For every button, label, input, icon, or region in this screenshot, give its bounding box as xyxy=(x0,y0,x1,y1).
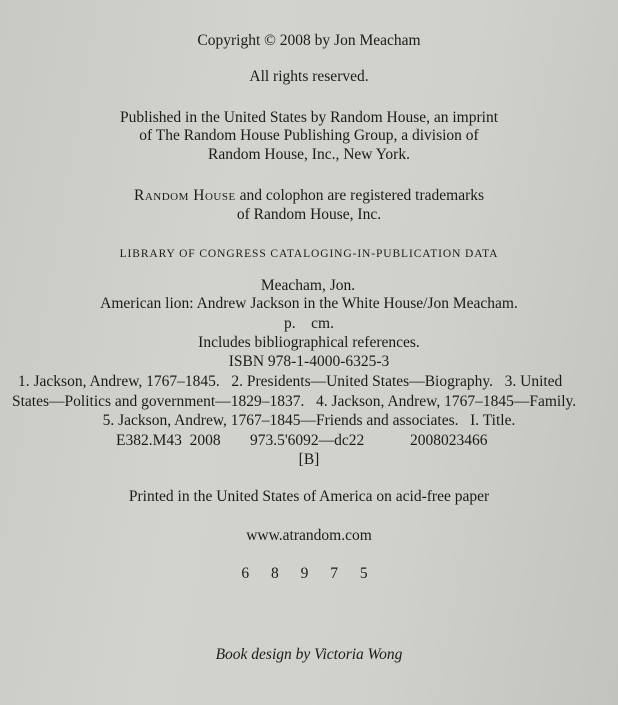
cip-call-number: E382.M43 2008 xyxy=(116,432,221,449)
cip-author: Meacham, Jon. xyxy=(260,277,356,294)
website: www.atrandom.com xyxy=(246,527,372,544)
publisher-line-1: Published in the United States by Random House, an imprint xyxy=(120,109,498,126)
cip-lccn: 2008023466 xyxy=(410,432,488,449)
cip-pages: p. cm. xyxy=(284,315,334,332)
cip-references: Includes bibliographical references. xyxy=(198,334,420,351)
cip-classification-row xyxy=(0,431,618,451)
cip-subjects-line-2: States—Politics and government—1829–1837. 4. Jackson, Andrew, 1767–1845—Family. xyxy=(12,393,577,410)
trademark-text: and colophon are registered trademarks xyxy=(235,187,485,204)
cip-isbn: ISBN 978-1-4000-6325-3 xyxy=(228,353,390,370)
publisher-line-3: Random House, Inc., New York. xyxy=(208,146,410,163)
printing-line: 6 8 9 7 5 xyxy=(241,565,377,582)
publisher-line-2: of The Random House Publishing Group, a division of xyxy=(139,127,479,144)
rights-statement: All rights reserved. xyxy=(249,68,369,85)
cip-title: American lion: Andrew Jackson in the White House/Jon Meacham. xyxy=(100,295,518,312)
cip-code: [B] xyxy=(298,451,320,468)
trademark-line-2: of Random House, Inc. xyxy=(236,206,382,223)
trademark-brand: Random House xyxy=(133,187,236,204)
cip-subjects-line-3: 5. Jackson, Andrew, 1767–1845—Friends and associates. I. Title. xyxy=(102,412,516,429)
trademark-line-1 xyxy=(0,186,618,206)
design-credit: Book design by Victoria Wong xyxy=(215,646,403,663)
cip-heading: LIBRARY OF CONGRESS CATALOGING-IN-PUBLICATION DATA xyxy=(119,248,499,260)
cip-subjects-line-1: 1. Jackson, Andrew, 1767–1845. 2. Presidents—United States—Biography. 3. United xyxy=(18,373,563,390)
printed-statement: Printed in the United States of America on acid-free paper xyxy=(128,488,490,505)
cip-dewey: 973.5'6092—dc22 xyxy=(250,432,365,449)
copyright-notice: Copyright © 2008 by Jon Meacham xyxy=(197,32,421,49)
